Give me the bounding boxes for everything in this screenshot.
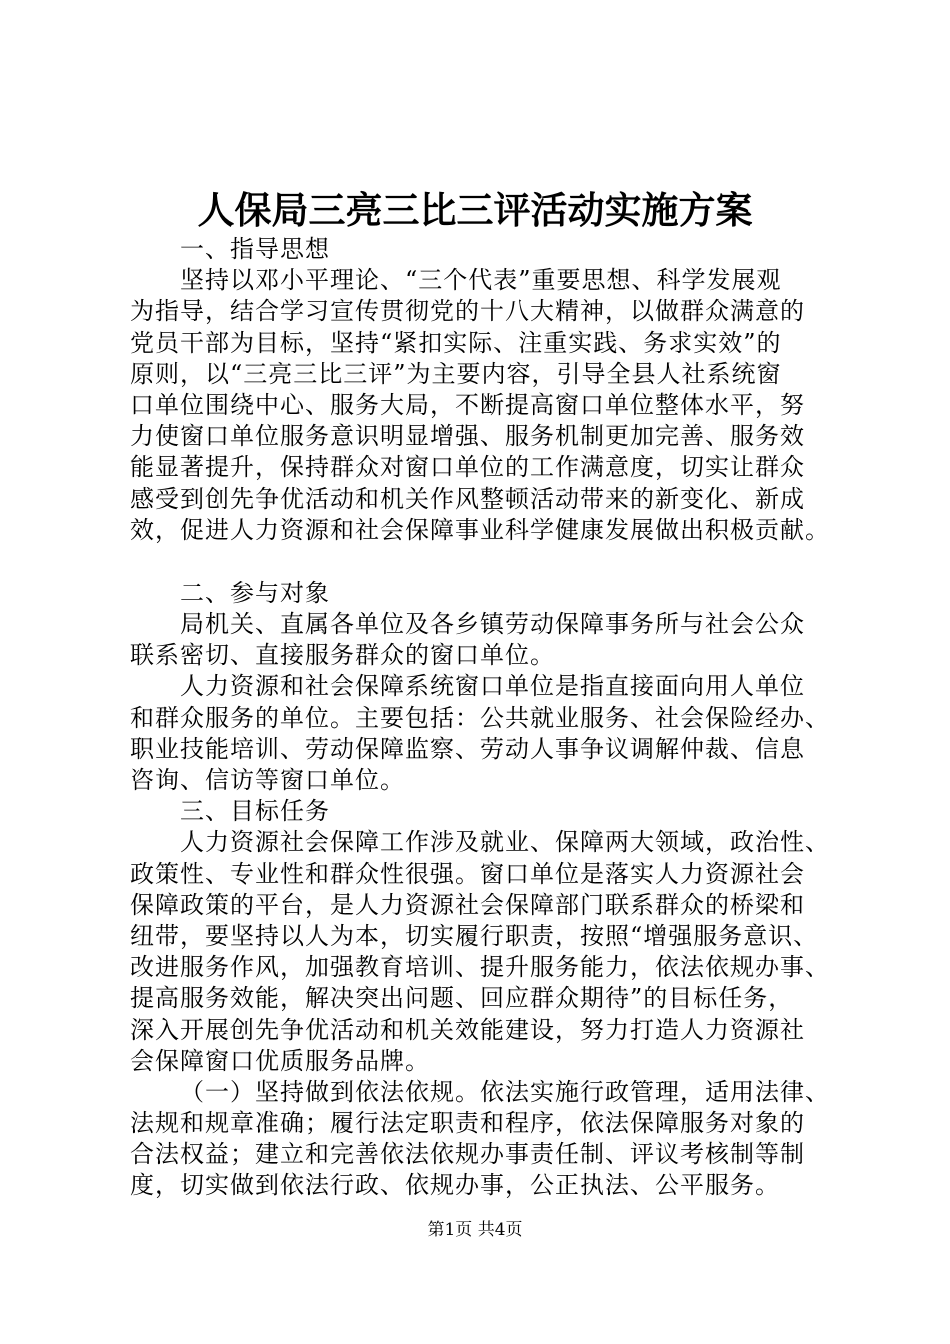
paragraph-line: 提高服务效能，解决突出问题、回应群众期待”的目标任务，: [130, 984, 794, 1013]
paragraph-line: 法规和规章准确；履行法定职责和程序，依法保障服务对象的: [130, 1109, 805, 1138]
paragraph-line: 纽带，要坚持以人为本，切实履行职责，按照“增强服务意识、: [130, 921, 819, 950]
paragraph-line: 和群众服务的单位。主要包括：公共就业服务、社会保险经办、: [130, 703, 830, 732]
document-title: 人保局三亮三比三评活动实施方案: [197, 188, 753, 232]
paragraph-line: 力使窗口单位服务意识明显增强、服务机制更加完善、服务效: [130, 422, 805, 451]
paragraph-line: 效，促进人力资源和社会保障事业科学健康发展做出积极贡献。: [130, 515, 830, 544]
section-heading-participants: 二、参与对象: [180, 578, 330, 607]
paragraph-line: 度，切实做到依法行政、依规办事，公正执法、公平服务。: [130, 1171, 780, 1200]
document-body: [130, 234, 850, 1202]
paragraph-line: 口单位围绕中心、服务大局，不断提高窗口单位整体水平，努: [130, 390, 805, 419]
paragraph-line: 保障政策的平台，是人力资源社会保障部门联系群众的桥梁和: [130, 890, 805, 919]
paragraph-line: 原则，以“三亮三比三评”为主要内容，引导全县人社系统窗: [130, 359, 782, 388]
paragraph-line: 感受到创先争优活动和机关作风整顿活动带来的新变化、新成: [130, 484, 805, 513]
paragraph-line: 坚持以邓小平理论、“三个代表”重要思想、科学发展观: [180, 266, 782, 295]
paragraph-line: 合法权益；建立和完善依法依规办事责任制、评议考核制等制: [130, 1140, 805, 1169]
paragraph-line: 咨询、信访等窗口单位。: [130, 766, 405, 794]
section-heading-guiding-thought: 一、指导思想: [180, 235, 330, 263]
section-heading-goals: 三、目标任务: [180, 797, 330, 826]
paragraph-line: 政策性、专业性和群众性很强。窗口单位是落实人力资源社会: [130, 859, 805, 888]
paragraph-line: 改进服务作风，加强教育培训、提升服务能力，依法依规办事、: [130, 953, 830, 982]
paragraph-line: 会保障窗口优质服务品牌。: [130, 1046, 430, 1075]
paragraph-line: 人力资源社会保障工作涉及就业、保障两大领域，政治性、: [180, 828, 830, 857]
paragraph-line: 为指导，结合学习宣传贯彻党的十八大精神，以做群众满意的: [130, 297, 805, 326]
paragraph-line: 人力资源和社会保障系统窗口单位是指直接面向用人单位: [180, 672, 805, 701]
paragraph-line: （一）坚持做到依法依规。依法实施行政管理，适用法律、: [180, 1077, 830, 1106]
page-number-footer: 第1页 共4页: [427, 1220, 523, 1240]
paragraph-line: 局机关、直属各单位及各乡镇劳动保障事务所与社会公众: [180, 610, 805, 639]
paragraph-line: 深入开展创先争优活动和机关效能建设，努力打造人力资源社: [130, 1015, 805, 1044]
paragraph-line: 党员干部为目标，坚持“紧扣实际、注重实践、务求实效”的: [130, 328, 782, 357]
paragraph-line: 职业技能培训、劳动保障监察、劳动人事争议调解仲裁、信息: [130, 734, 805, 763]
paragraph-spacer: [130, 546, 850, 578]
paragraph-line: 联系密切、直接服务群众的窗口单位。: [130, 641, 555, 670]
paragraph-line: 能显著提升，保持群众对窗口单位的工作满意度，切实让群众: [130, 453, 805, 482]
